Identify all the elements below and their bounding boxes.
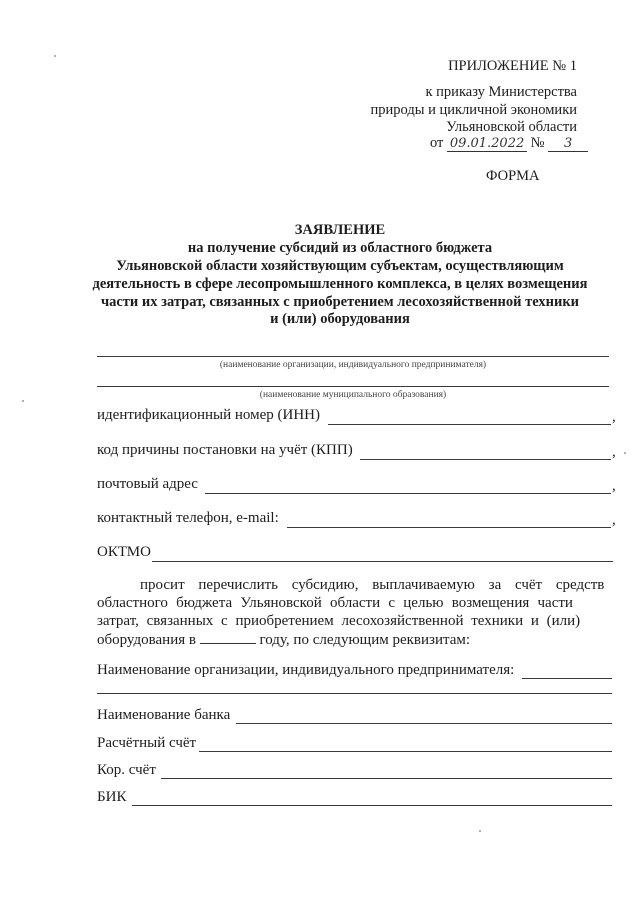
request-line-4-start: оборудования в (97, 632, 196, 648)
title-line-5: и (или) оборудования (270, 311, 410, 327)
org-name-req-field[interactable] (522, 678, 612, 679)
account-label: Расчётный счёт (97, 735, 197, 751)
region-line: Ульяновской области (446, 119, 577, 135)
oktmo-label: ОКТМО (97, 544, 151, 560)
request-line-4-end: году, по следующим реквизитам: (259, 632, 471, 648)
municipality-line[interactable] (97, 386, 609, 387)
corr-account-field[interactable] (161, 778, 612, 779)
title-line-4: части их затрат, связанных с приобретением лесохозяйственной техники (100, 294, 580, 310)
contacts-comma: , (612, 512, 616, 528)
form-label: ФОРМА (486, 168, 540, 184)
address-label: почтовый адрес (97, 476, 198, 492)
title-line-3: деятельность в сфере лесопромышленного комплекса, в целях возмещения (92, 276, 588, 292)
date-prefix: от (430, 135, 444, 151)
org-name-caption: (наименование организации, индивидуального предпринимателя) (219, 360, 487, 370)
scan-speck (22, 400, 24, 402)
scan-speck (624, 452, 626, 454)
org-name-line[interactable] (97, 356, 609, 357)
address-field[interactable] (205, 493, 611, 494)
order-date: 09.01.2022 (447, 136, 527, 152)
title-line-2: Ульяновской области хозяйствующим субъектам, осуществляющим (116, 258, 564, 274)
title-line-1: на получение субсидий из областного бюджета (187, 240, 493, 256)
bank-name-field[interactable] (236, 723, 612, 724)
address-comma: , (612, 478, 616, 494)
contacts-label: контактный телефон, e-mail: (97, 510, 279, 526)
org-name-req-field-2[interactable] (97, 693, 612, 694)
inn-comma: , (612, 409, 616, 425)
request-line-4 (97, 631, 470, 649)
kpp-comma: , (612, 444, 616, 460)
year-field[interactable] (200, 631, 256, 644)
inn-label: идентификационный номер (ИНН) (97, 407, 320, 423)
inn-field[interactable] (328, 424, 611, 425)
request-line-2: областного бюджета Ульяновской области с целью возмещения части (97, 595, 573, 611)
order-date-number (430, 135, 588, 152)
order-number: 3 (548, 136, 588, 152)
ministry-line: природы и цикличной экономики (370, 102, 577, 118)
order-ref-line: к приказу Министерства (425, 84, 577, 100)
kpp-field[interactable] (360, 459, 611, 460)
request-line-1: просит перечислить субсидию, выплачиваемую за счёт средств (140, 577, 605, 593)
bank-name-label: Наименование банка (97, 707, 231, 723)
scan-speck (54, 55, 56, 57)
document-title: ЗАЯВЛЕНИЕ (294, 222, 386, 238)
municipality-caption: (наименование муниципального образования) (259, 390, 447, 400)
scan-speck (479, 830, 481, 832)
bik-label: БИК (97, 789, 127, 805)
appendix-number: ПРИЛОЖЕНИЕ № 1 (448, 58, 577, 74)
kpp-label: код причины постановки на учёт (КПП) (97, 442, 353, 458)
request-line-3: затрат, связанных с приобретением лесохозяйственной техники и (или) (97, 613, 581, 629)
bik-field[interactable] (132, 805, 612, 806)
number-prefix: № (530, 135, 545, 151)
oktmo-field[interactable] (152, 561, 613, 562)
account-field[interactable] (199, 751, 612, 752)
org-name-req-label: Наименование организации, индивидуального предпринимателя: (97, 662, 515, 678)
contacts-field[interactable] (287, 527, 611, 528)
corr-account-label: Кор. счёт (97, 762, 156, 778)
